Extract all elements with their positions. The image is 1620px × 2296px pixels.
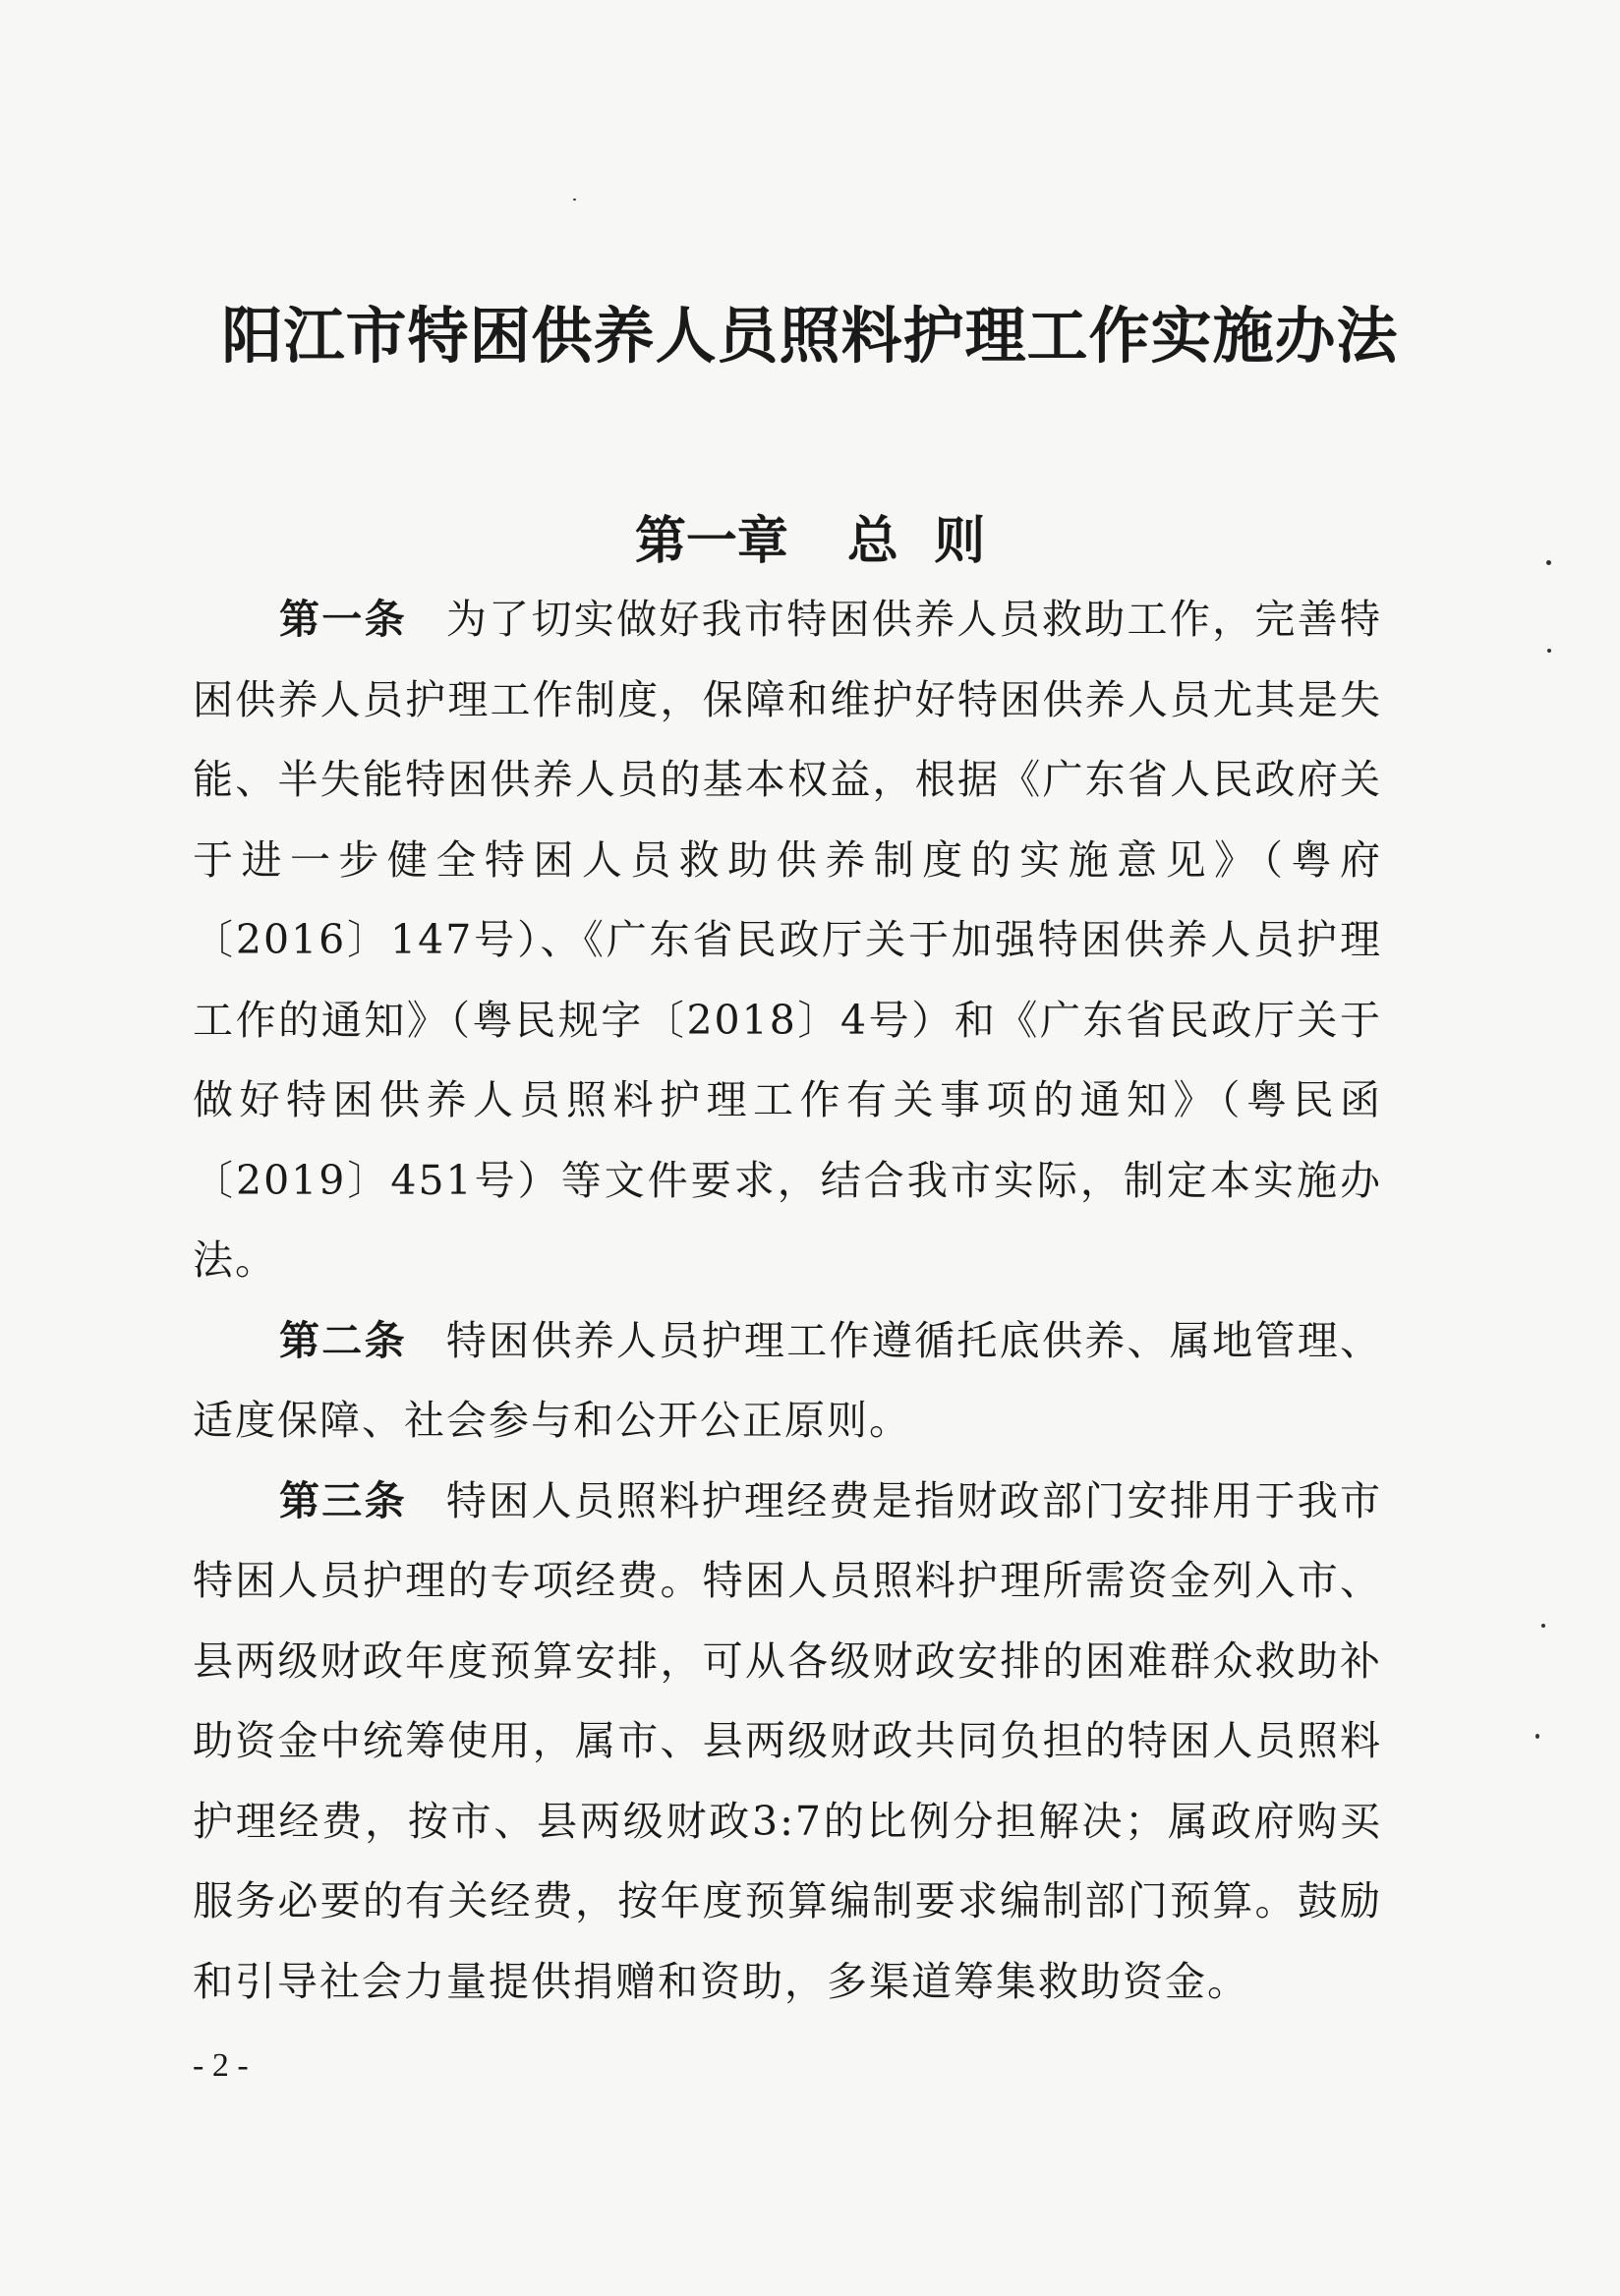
scan-speck (1535, 1734, 1539, 1739)
article-1 (193, 580, 1382, 1301)
chapter-heading (0, 499, 1620, 573)
page-number: - 2 - (193, 2047, 249, 2084)
scan-speck (1546, 560, 1551, 565)
chapter-name: 总 则 (846, 511, 986, 571)
chapter-number: 第一章 (634, 511, 788, 571)
article-label: 第一条 (279, 596, 407, 643)
article-text: 特困供养人员护理工作遵循托底供养、属地管理、适度保障、社会参与和公开公正原则。 (193, 1316, 1382, 1444)
scan-speck (1547, 649, 1551, 653)
article-label: 第二条 (279, 1316, 407, 1364)
scan-speck (1541, 1624, 1545, 1628)
article-text: 为了切实做好我市特困供养人员救助工作，完善特困供养人员护理工作制度，保障和维护好特困供养人员尤其是失能、半失能特困供养人员的基本权益，根据《广东省人民政府关于进一步健全特困人员救助供养制度的实施意见》（粤府〔2016〕147号）、《广东省民政厅关于加强特困供养人员护理工作的通知》（粤民规字〔2018〕4号）和《广东省民政厅关于做好特困供养人员照料护理工作有关事项的通知》（粤民函〔2019〕451号）等文件要求，结合我市实际，制定本实施办法。 (193, 596, 1382, 1284)
article-2 (193, 1301, 1382, 1462)
document-body (193, 580, 1382, 2022)
article-3 (193, 1462, 1382, 2023)
article-text: 特困人员照料护理经费是指财政部门安排用于我市特困人员护理的专项经费。特困人员照料护理所需资金列入市、县两级财政年度预算安排，可从各级财政安排的困难群众救助补助资金中统筹使用，属市、县两级财政共同负担的特困人员照料护理经费，按市、县两级财政3:7的比例分担解决；属政府购买服务必要的有关经费，按年度预算编制要求编制部门预算。鼓励和引导社会力量提供捐赠和资助，多渠道筹集救助资金。 (193, 1476, 1382, 2005)
article-label: 第三条 (279, 1476, 407, 1524)
scan-speck (573, 199, 576, 201)
document-title: 阳江市特困供养人员照料护理工作实施办法 (221, 300, 1399, 372)
